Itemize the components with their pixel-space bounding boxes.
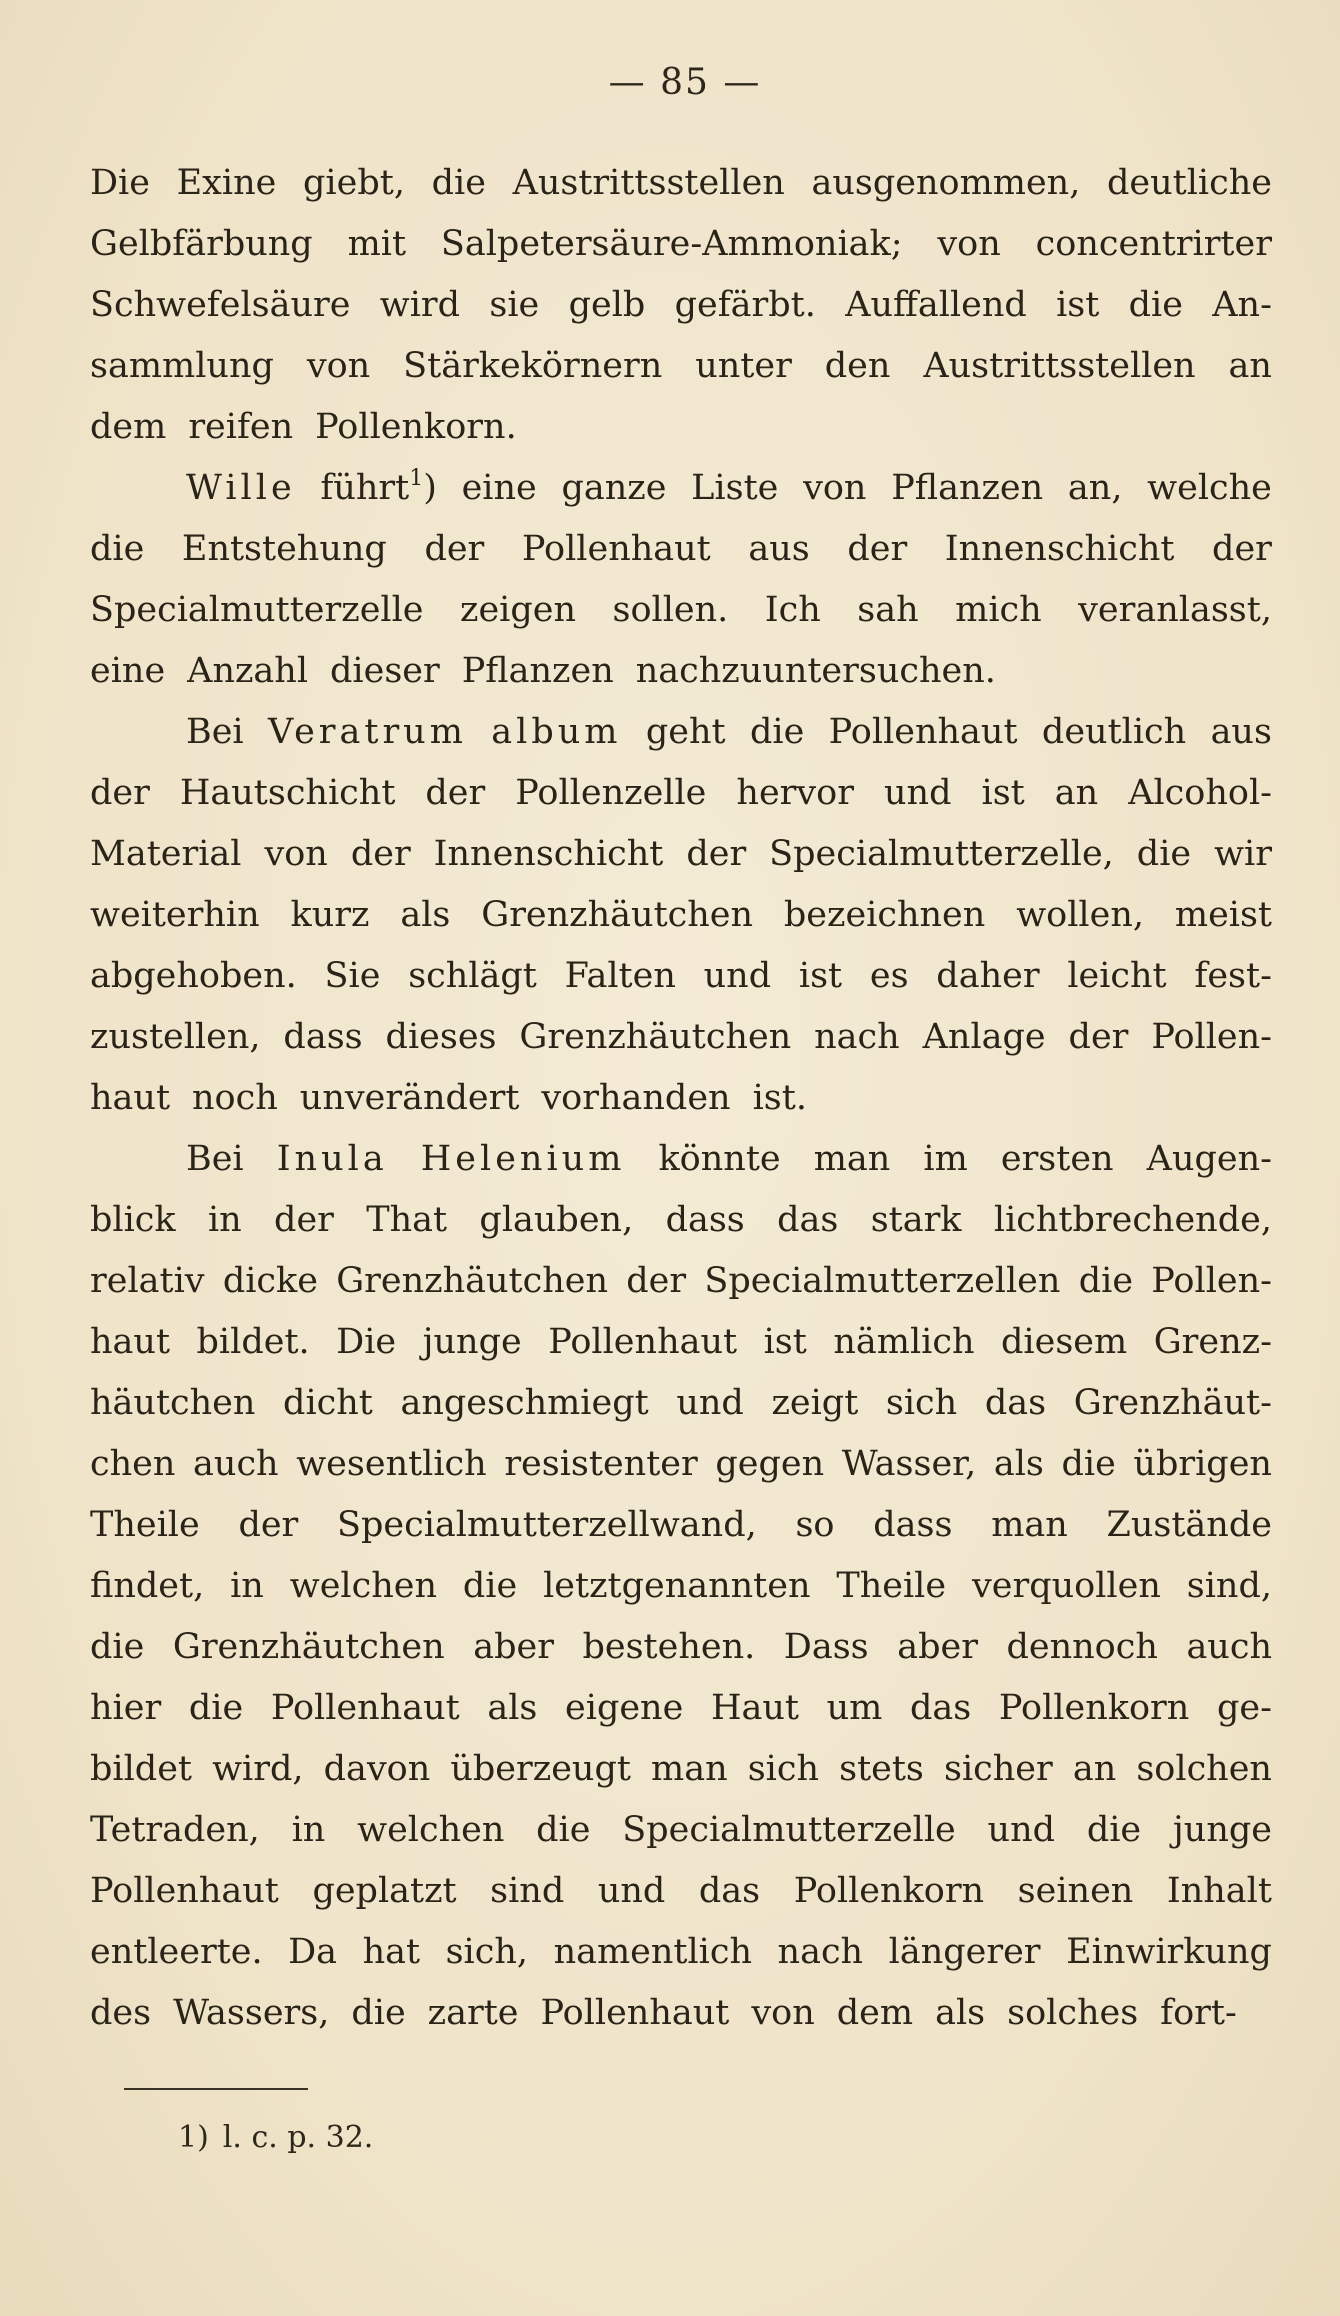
text-line: dem reifen Pollenkorn.	[90, 407, 517, 447]
text-line: Bei Inula Helenium könnte man im ersten Augen-	[186, 1139, 1272, 1179]
text-line: blick in der That glauben, dass das stark lichtbrechende,	[90, 1200, 1272, 1240]
page-number: — 85 —	[608, 62, 762, 103]
text-line: hier die Pollenhaut als eigene Haut um das Pollenkorn ge-	[90, 1688, 1272, 1728]
text-line: die Entstehung der Pollenhaut aus der Innenschicht der	[90, 529, 1272, 569]
text-line: zustellen, dass dieses Grenzhäutchen nach Anlage der Pollen-	[90, 1017, 1272, 1057]
body-text	[90, 153, 1272, 2044]
text-line: weiterhin kurz als Grenzhäutchen bezeichnen wollen, meist	[90, 895, 1272, 935]
text-line: des Wassers, die zarte Pollenhaut von dem als solches fort-	[90, 1993, 1237, 2033]
text-line: haut noch unverändert vorhanden ist.	[90, 1078, 807, 1118]
text-line: findet, in welchen die letztgenannten Theile verquollen sind,	[90, 1566, 1272, 1606]
text-line: Gelbfärbung mit Salpetersäure-Ammoniak; von concentrirter	[90, 224, 1272, 264]
text-line: eine Anzahl dieser Pflanzen nachzuuntersuchen.	[90, 651, 996, 691]
footnote	[178, 2118, 373, 2158]
text-line: bildet wird, davon überzeugt man sich stets sicher an solchen	[90, 1749, 1272, 1789]
footnote-text: l. c. p. 32.	[222, 2120, 374, 2155]
footnote-mark: 1)	[178, 2120, 209, 2155]
text-line: Theile der Specialmutterzellwand, so dass man Zustände	[90, 1505, 1272, 1545]
text-line: haut bildet. Die junge Pollenhaut ist nämlich diesem Grenz-	[90, 1322, 1272, 1362]
text-line: Wille führt$^1$) eine ganze Liste von Pflanzen an, welche	[186, 466, 1272, 508]
text-line: relativ dicke Grenzhäutchen der Specialmutterzellen die Pollen-	[90, 1261, 1272, 1301]
text-line: Bei Veratrum album geht die Pollenhaut deutlich aus	[186, 712, 1272, 752]
footnote-divider	[124, 2088, 308, 2090]
text-line: Die Exine giebt, die Austrittsstellen ausgenommen, deutliche	[90, 163, 1272, 203]
text-line: abgehoben. Sie schlägt Falten und ist es daher leicht fest-	[90, 956, 1272, 996]
text-line: entleerte. Da hat sich, namentlich nach längerer Einwirkung	[90, 1932, 1272, 1972]
text-line: chen auch wesentlich resistenter gegen Wasser, als die übrigen	[90, 1444, 1272, 1484]
text-line: Specialmutterzelle zeigen sollen. Ich sah mich veranlasst,	[90, 590, 1272, 630]
text-line: Pollenhaut geplatzt sind und das Pollenkorn seinen Inhalt	[90, 1871, 1272, 1911]
text-line: die Grenzhäutchen aber bestehen. Dass aber dennoch auch	[90, 1627, 1272, 1667]
text-line: sammlung von Stärkekörnern unter den Austrittsstellen an	[90, 346, 1272, 386]
text-line: Material von der Innenschicht der Specialmutterzelle, die wir	[90, 834, 1272, 874]
text-line: der Hautschicht der Pollenzelle hervor und ist an Alcohol-	[90, 773, 1272, 813]
text-line: Schwefelsäure wird sie gelb gefärbt. Auffallend ist die An-	[90, 285, 1272, 325]
text-line: häutchen dicht angeschmiegt und zeigt sich das Grenzhäut-	[90, 1383, 1272, 1423]
text-line: Tetraden, in welchen die Specialmutterzelle und die junge	[90, 1810, 1272, 1850]
